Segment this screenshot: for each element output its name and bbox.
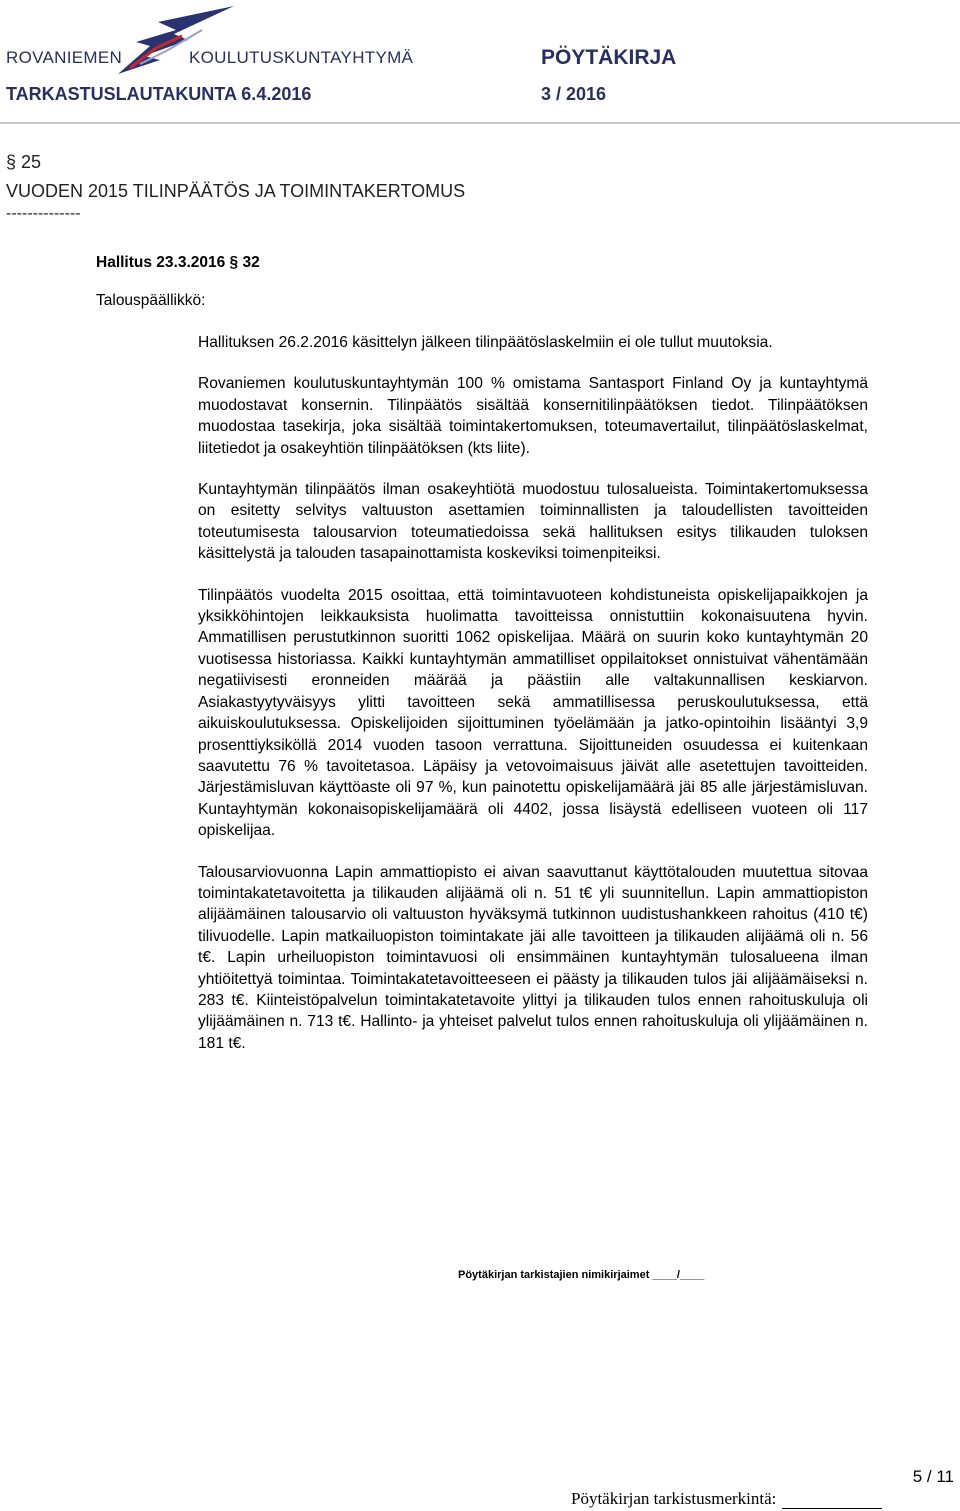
signature-blank [782,1507,882,1509]
organization-logo [6,4,426,76]
check-label: Pöytäkirjan tarkistusmerkintä: [571,1489,777,1508]
logo-text-right: KOULUTUSKUNTAYHTYMÄ [189,48,414,67]
section-number: § 25 [6,152,42,172]
presenter-role: Talouspäällikkö: [96,292,206,309]
section-title: VUODEN 2015 TILINPÄÄTÖS JA TOIMINTAKERTOMUS [6,181,466,201]
meeting-reference: Hallitus 23.3.2016 § 32 [96,254,260,271]
document-type: PÖYTÄKIRJA [541,46,677,69]
page-number: 5 / 11 [912,1467,954,1486]
check-mark-footer [571,1489,882,1509]
paragraph: Talousarviovuonna Lapin ammattiopisto ei aivan saavuttanut käyttötalouden muutettua sitovaa toimintakatetavoitetta ja tilikauden alijäämä oli n. 51 t€ yli suunnitellun. Lapin ammattiopiston alijäämäinen talousarvio oli valtuuston hyväksymä tutkinnon uudistushankkeen rahoitus (410 t€) tilivuodelle. Lapin matkailuopiston toimintakate jäi alle tavoitteen ja tilikauden alijäämä oli n. 56 t€. Lapin urheiluopiston toimintavuosi oli ensimmäinen kuntayhtymän tulosalueena ilman yhtiöitettyä toimintaa. Toimintakatetavoitteeseen ei päästy ja tilikauden tulos jäi alijäämäiseksi n. 283 t€. Kiinteistöpalvelun toimintakatetavoite ylittyi ja tilikauden tulos ennen rahoituskuluja oli ylijäämäinen n. 713 t€. Hallinto- ja yhteiset palvelut tulos ennen rahoituskuluja oli ylijäämäinen n. 181 t€. [198,863,868,1052]
paragraph: Kuntayhtymän tilinpäätös ilman osakeyhtiötä muodostuu tulosalueista. Toimintakertomuksessa on esitetty selvitys valtuuston asettamien toiminnallisten ja taloudellisten tavoitteiden toteutumisesta talousarvion toteumatiedoissa sekä hallituksen esitys tilikauden tuloksen käsittelystä ja talouden tasapainottamista koskeviksi toimenpiteiksi. [198,481,868,563]
initials-line: Pöytäkirjan tarkistajien nimikirjaimet ____/____ [458,1269,705,1281]
board-and-date: TARKASTUSLAUTAKUNTA 6.4.2016 [6,84,312,104]
logo-text-left: ROVANIEMEN [6,48,123,67]
scanned-minutes-excerpt [96,254,876,1074]
proposal-body [198,332,868,1054]
paragraph: Rovaniemen koulutuskuntayhtymän 100 % omistama Santasport Finland Oy ja kuntayhtymä muodostavat konsernin. Tilinpäätös sisältää konsernitilinpäätöksen tiedot. Tilinpäätöksen muodostaa tasekirja, joka sisältää toimintakertomuksen, toteumavertailut, tilinpäätöslaskelmat, liitetiedot ja osakeyhtiön tilinpäätöksen (kts liite). [198,375,868,457]
section-separator: -------------- [6,205,81,222]
header-divider [0,122,960,124]
document-header [0,0,960,132]
paragraph: Tilinpäätös vuodelta 2015 osoittaa, että toimintavuoteen kohdistuneista opiskelijapaikkojen ja yksikköhintojen leikkauksista huolimatta tavoitteissa onnistuttiin kokonaisuutena hyvin. Ammatillisen perustutkinnon suoritti 1062 opiskelijaa. Määrä on suurin koko kuntayhtymän 20 vuotisessa historiassa. Kaikki kuntayhtymän ammatilliset oppilaitokset onnistuivat vähentämään negatiivisesti eronneiden määrää ja päästiin alle valtakunnallisen keskiarvon. Asiakastyytyväisyys ylitti tavoitteen sekä ammatillisessa peruskoulutuksessa, että aikuiskoulutuksessa. Opiskelijoiden sijoittuminen työelämään ja jatko-opintoihin lisääntyi 3,9 prosenttiyksiköllä 2014 vuoden tasoon verrattuna. Sijoittuneiden osuudessa ei kuitenkaan saavutettu 76 % tavoitetasoa. Läpäisy ja vetovoimaisuus jäivät alle asetettujen tavoitteiden. Järjestämisluvan käyttöaste oli 97 %, kun painotettu opiskelijamäärä jäi 85 alle järjestämisluvan. Kuntayhtymän kokonaisopiskelijamäärä oli 4402, jossa lisäystä edelliseen vuoteen oli 117 opiskelijaa. [198,586,868,840]
issue-number: 3 / 2016 [541,84,607,104]
paragraph: Hallituksen 26.2.2016 käsittelyn jälkeen tilinpäätöslaskelmiin ei ole tullut muutoksia. [198,334,773,351]
